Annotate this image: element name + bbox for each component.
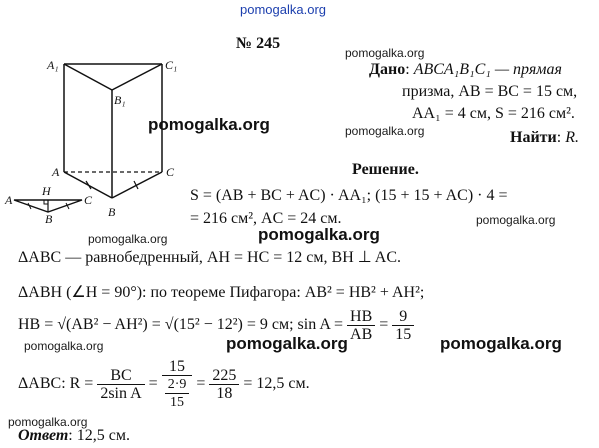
watermark: pomogalka.org <box>88 232 168 246</box>
watermark: pomogalka.org <box>345 124 425 138</box>
watermark: pomogalka.org <box>226 334 348 353</box>
watermark-top: pomogalka.org <box>240 2 326 17</box>
label-c: C <box>166 165 175 179</box>
solution-line-1: S = (AB + BC + AC) · AA₁; (15 + 15 + AC) · 4 = <box>190 187 508 204</box>
watermark: pomogalka.org <box>148 115 270 134</box>
label-a1: A₁ <box>47 58 59 72</box>
fraction-9-15: $\frac{9}{15}$ <box>392 308 414 343</box>
label-c-small: C <box>84 193 93 207</box>
label-c1: C₁ <box>165 58 178 72</box>
fraction-bc-2sina: $\frac{BC}{\text{2sin A}}$ <box>97 367 144 402</box>
watermark: pomogalka.org <box>8 415 88 429</box>
watermark: pomogalka.org <box>258 225 380 244</box>
watermark: pomogalka.org <box>345 46 425 60</box>
given-line-1: Дано: ABCA₁B₁C₁ — прямая <box>369 61 562 78</box>
watermark: pomogalka.org <box>476 213 556 227</box>
label-h: H <box>42 184 51 198</box>
find-line: Найти: R. <box>510 129 579 146</box>
solution-line-3: ΔABC — равнобедренный, AH = HC = 12 см, BH ⊥ AC. <box>18 249 402 266</box>
problem-number: № 245 <box>236 35 281 52</box>
solution-line-2: = 216 см², AC = 24 см. <box>190 210 342 227</box>
fraction-225-18: $\frac{225}{18}$ <box>209 367 239 402</box>
given-line-3: AA₁ = 4 см, S = 216 см². <box>412 105 575 122</box>
label-b: B <box>108 205 116 219</box>
label-a-small: A <box>5 193 13 207</box>
solution-heading: Решение. <box>352 161 419 178</box>
label-b-small: B <box>45 212 53 226</box>
fraction-15-complex: $\frac{15}{\frac{2\cdot 9}{15}}$ <box>162 358 193 411</box>
solution-line-4: ΔABH (∠H = 90°): по теореме Пифагора: AB² = HB² + AH²; <box>18 284 425 301</box>
solution-line-6: ΔABC: R = $\frac{BC}{\text{2sin A}}$ = $\frac{15}{\frac{2\cdot 9}{15}}$ = $\frac{225}{18}$ = 12,5 см. <box>18 358 310 410</box>
answer-line: Ответ: 12,5 см. <box>18 427 130 444</box>
solution-line-5: HB = √(AB² − AH²) = √(15² − 12²) = 9 см; sin A = $\frac{HB}{AB}$ = $\frac{9}{15}$ <box>18 308 414 343</box>
label-a: A <box>52 165 60 179</box>
given-line-2: призма, AB = BC = 15 см, <box>402 83 578 100</box>
watermark: pomogalka.org <box>440 334 562 353</box>
fraction-hb-ab: $\frac{HB}{AB}$ <box>347 308 375 343</box>
watermark: pomogalka.org <box>24 339 104 353</box>
prism-figure <box>0 55 190 225</box>
label-b1: B₁ <box>114 93 126 107</box>
